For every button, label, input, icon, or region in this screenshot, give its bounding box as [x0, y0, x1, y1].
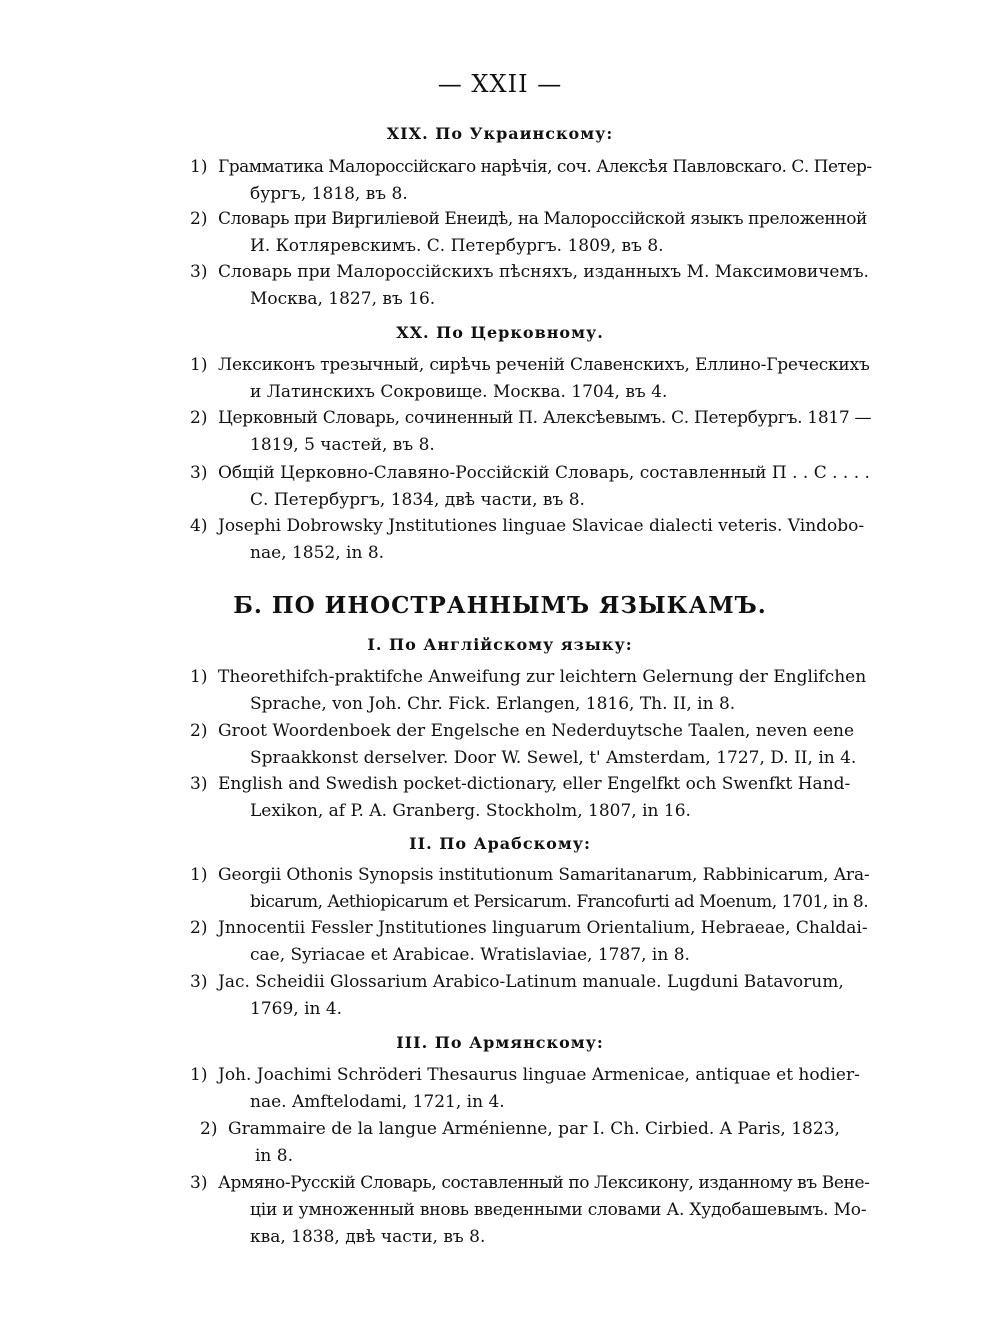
entry-number: 1) — [190, 865, 208, 885]
entry-text-continued: bicarum, Aethiopicarum et Persicarum. Francofurti ad Moenum, 1701, in 8. — [250, 892, 869, 912]
entry-text: Georgii Othonis Synopsis institutionum Samaritanarum, Rabbinicarum, Ara- — [218, 865, 870, 885]
entry-text: Общій Церковно-Славяно-Россійскій Словарь, составленный П . . С . . . . — [218, 463, 870, 483]
entry-text: Словарь при Малороссійскихъ пѣсняхъ, изданныхъ М. Максимовичемъ. — [218, 262, 869, 282]
entry-text: Словарь при Виргиліевой Енеидѣ, на Малороссійской языкъ преложенной — [218, 209, 867, 229]
section-heading-arabic: II. По Арабскому: — [409, 834, 591, 853]
section-heading-english: I. По Англійскому языку: — [367, 635, 633, 654]
entry-text-continued: ква, 1838, двѣ части, въ 8. — [250, 1227, 486, 1247]
entry-number: 2) — [190, 918, 208, 938]
entry-number: 1) — [190, 157, 208, 177]
entry-number: 1) — [190, 355, 208, 375]
entry-text-continued: Москва, 1827, въ 16. — [250, 289, 436, 309]
entry-text-continued: и Латинскихъ Сокровище. Москва. 1704, въ 4. — [250, 382, 668, 402]
entry-number: 3) — [190, 262, 208, 282]
entry-text: Церковный Словарь, сочиненный П. Алексѣевымъ. С. Петербургъ. 1817 — — [218, 408, 872, 428]
entry-number: 2) — [190, 209, 208, 229]
entry-text-continued: Lexikon, af P. A. Granberg. Stockholm, 1807, in 16. — [250, 801, 691, 821]
entry-text-continued: Spraakkonst derselver. Door W. Sewel, t' Amsterdam, 1727, D. II, in 4. — [250, 748, 857, 768]
entry-number: 2) — [190, 408, 208, 428]
entry-number: 1) — [190, 1065, 208, 1085]
entry-number: 4) — [190, 516, 208, 536]
entry-text-continued: И. Котляревскимъ. С. Петербургъ. 1809, въ 8. — [250, 236, 664, 256]
entry-text: Josephi Dobrowsky Jnstitutiones linguae Slavicae dialecti veteris. Vindobo- — [218, 516, 865, 536]
entry-text: Грамматика Малороссійскаго нарѣчія, соч. Алексѣя Павловскаго. С. Петер- — [218, 157, 872, 177]
entry-text: Армяно-Русскій Словарь, составленный по Лексикону, изданному въ Вене- — [218, 1173, 870, 1193]
section-heading-xix: XIX. По Украинскому: — [386, 124, 614, 143]
page-number: — XXII — — [437, 70, 563, 98]
entry-text: Joh. Joachimi Schröderi Thesaurus linguae Armenicae, antiquae et hodier- — [218, 1065, 860, 1085]
entry-text-continued: nae. Amftelodami, 1721, in 4. — [250, 1092, 505, 1112]
entry-text: Лексиконъ трезычный, сирѣчь реченій Славенскихъ, Еллино-Греческихъ — [218, 355, 870, 375]
section-heading-armenian: III. По Армянскому: — [396, 1033, 604, 1052]
entry-text-continued: бургъ, 1818, въ 8. — [250, 184, 408, 204]
entry-text-continued: in 8. — [255, 1146, 294, 1166]
entry-text: Groot Woordenboek der Engelsche en Nederduytsche Taalen, neven eene — [218, 721, 855, 741]
entry-text: Jac. Scheidii Glossarium Arabico-Latinum manuale. Lugduni Batavorum, — [218, 972, 844, 992]
entry-number: 1) — [190, 667, 208, 687]
entry-text-continued: nae, 1852, in 8. — [250, 543, 385, 563]
entry-number: 3) — [190, 1173, 208, 1193]
entry-text: Jnnocentii Fessler Jnstitutiones linguarum Orientalium, Hebraeae, Chaldai- — [218, 918, 868, 938]
entry-text-continued: 1819, 5 частей, въ 8. — [250, 435, 435, 455]
entry-number: 2) — [190, 721, 208, 741]
entry-number: 2) — [200, 1119, 218, 1139]
entry-text: Grammaire de la langue Arménienne, par I. Ch. Cirbied. A Paris, 1823, — [228, 1119, 840, 1139]
entry-text-continued: Sprache, von Joh. Chr. Fick. Erlangen, 1816, Th. II, in 8. — [250, 694, 736, 714]
entry-text-continued: 1769, in 4. — [250, 999, 343, 1019]
entry-text: English and Swedish pocket-dictionary, eller Engelfkt och Swenfkt Hand- — [218, 774, 851, 794]
entry-text-continued: cae, Syriacae et Arabicae. Wratislaviae, 1787, in 8. — [250, 945, 690, 965]
entry-number: 3) — [190, 774, 208, 794]
part-heading: Б. ПО ИНОСТРАННЫМЪ ЯЗЫКАМЪ. — [233, 592, 767, 619]
entry-number: 3) — [190, 463, 208, 483]
entry-text: Theorethifch-praktifche Anweifung zur leichtern Gelernung der Englifchen — [218, 667, 867, 687]
entry-number: 3) — [190, 972, 208, 992]
section-heading-xx: XX. По Церковному. — [396, 323, 604, 342]
entry-text-continued: С. Петербургъ, 1834, двѣ части, въ 8. — [250, 490, 585, 510]
entry-text-continued: ціи и умноженный вновь введенными словами А. Худобашевымъ. Мо- — [250, 1200, 867, 1220]
